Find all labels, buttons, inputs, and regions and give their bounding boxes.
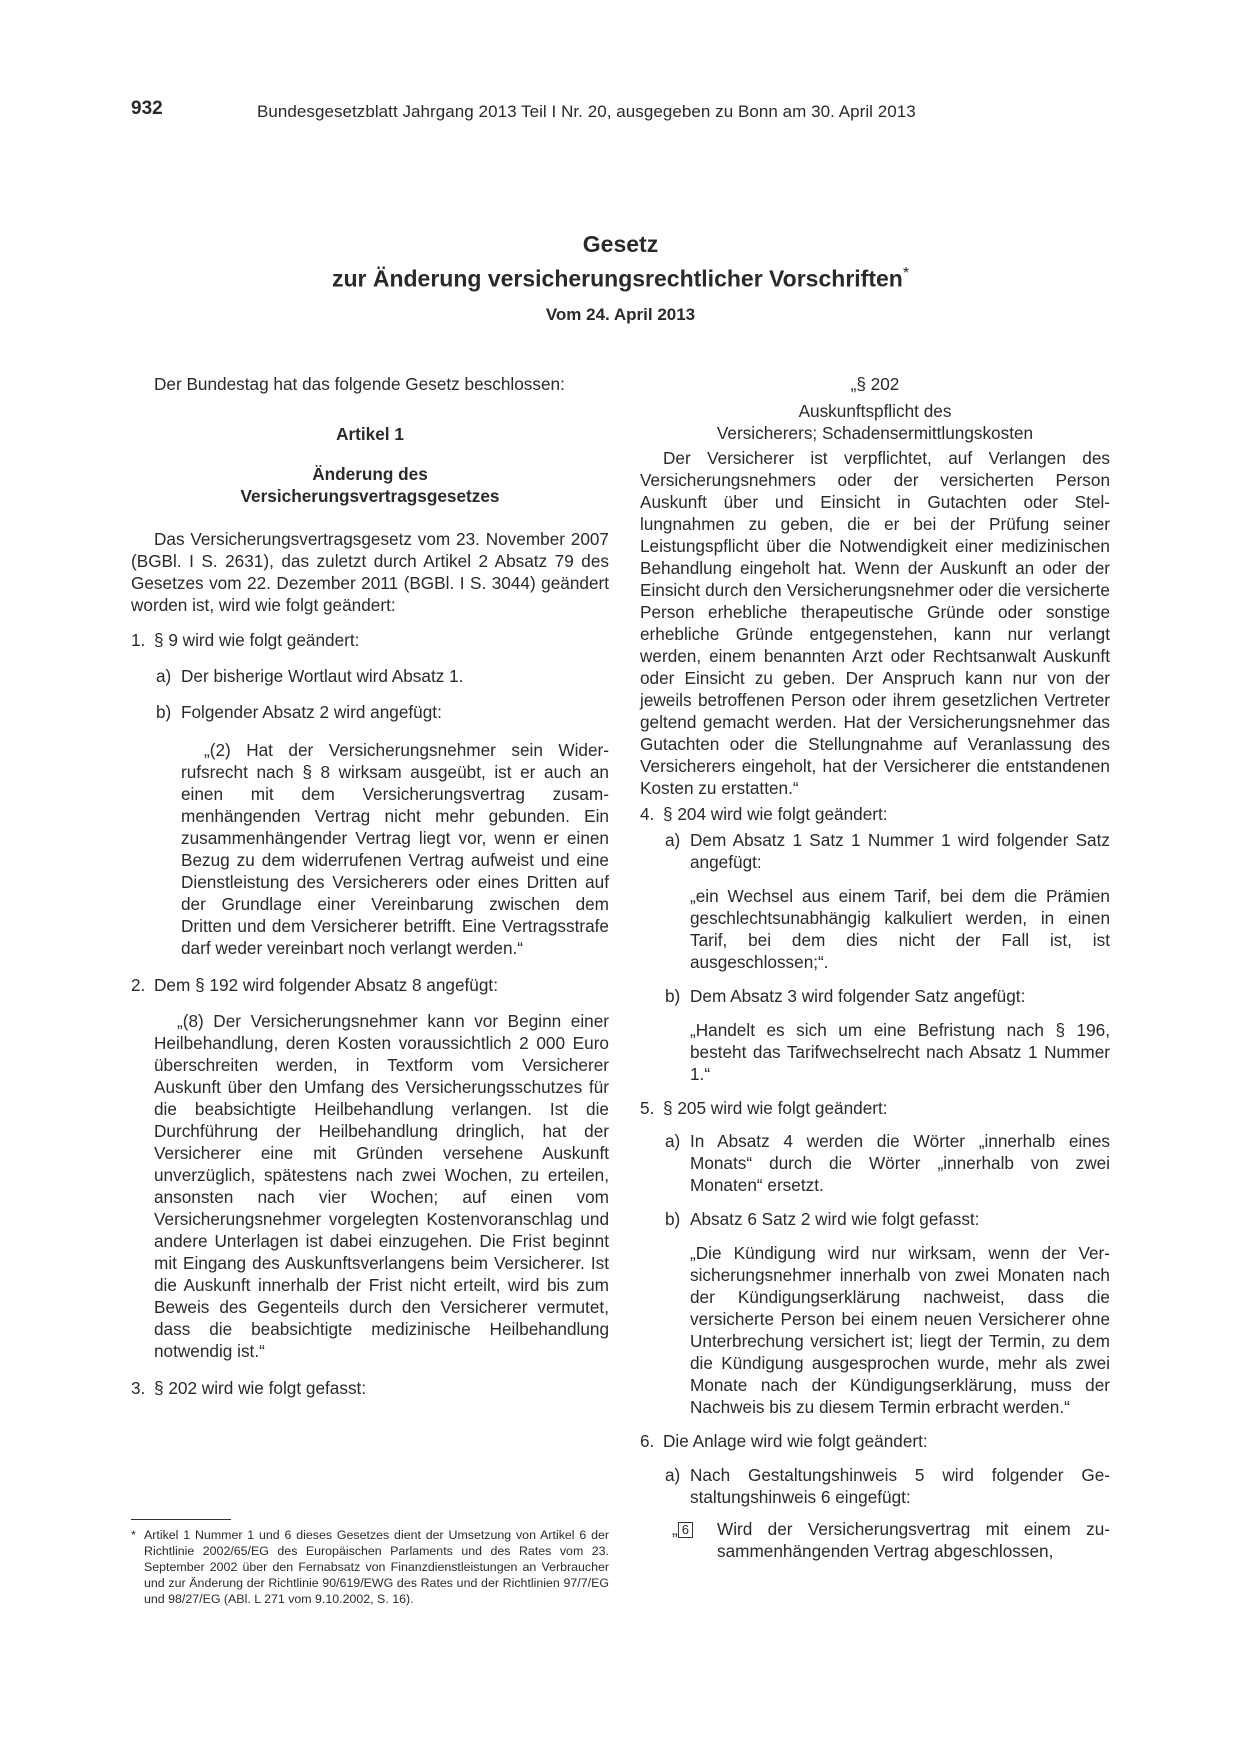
quote-absatz-2: „(2) Hat der Versicherungsnehmer sein Widerrufsrecht nach § 8 wirksam ausgeübt, ist er auch an einen mit dem Versicherungsvertrag zusammenhängenden Vertrag nicht mehr gebunden. Ein zusammenhängender Vertrag liegt vor, wenn er einen Bezug zu dem widerrufenen Vertrag aufweist und eine Dienstleistung des Versicherers oder eines Dritten auf der Grundlage einer Vereinbarung zwischen dem Dritten und dem Versicherer betrifft. Eine Vertragsstrafe darf weder vereinbart noch verlangt werden.“: [181, 740, 609, 958]
paragraph-number: „§ 202: [850, 374, 900, 394]
law-title: [0, 230, 1241, 294]
list-item-6a: [640, 1464, 1110, 1508]
list-item-6: [640, 1430, 1110, 1452]
list-marker: a): [665, 1465, 681, 1485]
title-line-2-text: zur Änderung versicherungsrechtlicher Vorschriften: [331, 265, 903, 292]
list-marker: a): [156, 666, 172, 686]
hint-number-box: 6: [678, 1522, 693, 1538]
list-marker: a): [665, 830, 681, 850]
list-text: Nach Gestaltungshinweis 5 wird folgender Gestaltungshinweis 6 eingefügt:: [690, 1465, 1110, 1507]
list-text: Folgender Absatz 2 wird angefügt:: [181, 702, 442, 722]
artikel-heading: Artikel 1: [336, 424, 404, 444]
hint-marker: [672, 1518, 693, 1540]
list-marker: 1.: [131, 630, 146, 650]
list-marker: 4.: [640, 804, 655, 824]
list-text: Absatz 6 Satz 2 wird wie folgt gefasst:: [690, 1209, 980, 1229]
list-item-2: [131, 974, 609, 996]
quote-4b: „Handelt es sich um eine Befristung nach § 196, besteht das Tarifwechselrecht nach Absatz 1 Nummer 1.“: [690, 1020, 1110, 1084]
law-date: Vom 24. April 2013: [545, 305, 696, 324]
artikel-title-1: Änderung des: [312, 464, 428, 484]
title-line-2: [0, 259, 1241, 294]
quote-absatz-8: „(8) Der Versicherungsnehmer kann vor Beginn einer Heilbehandlung, deren Kosten voraussichtlich 2 000 Euro überschreiten werden, in Textform vom Versicherer Auskunft über den Umfang des Versicherungsschutzes für die beabsichtigte Heilbehandlung verlangen. Ist die Durchführung der Heilbehandlung dringlich, hat der Versicherer eine mit Gründen versehene Auskunft unverzüglich, spätestens nach zwei Wochen, zu erteilen, ansonsten nach vier Wochen; auf einen vom Versicherungsnehmer vorgelegten Kostenvoranschlag und andere Unterlagen ist dabei einzugehen. Die Frist beginnt mit Eingang des Auskunftsverlangens beim Versicherer. Ist die Auskunft innerhalb der Frist nicht erteilt, wird bis zum Beweis des Gegenteils durch den Versicherer vermutet, dass die beabsichtigte medizinische Heilbehandlung notwendig ist.“: [154, 1011, 609, 1361]
list-item-4b: [640, 985, 1110, 1007]
footnote-rule: [131, 1519, 231, 1520]
list-marker: a): [665, 1131, 681, 1151]
list-item-4: [640, 803, 1110, 825]
list-item-1b: [131, 701, 609, 723]
list-marker: b): [156, 702, 172, 722]
list-item-4a: [640, 829, 1110, 873]
list-marker: 5.: [640, 1098, 655, 1118]
list-item-3: [131, 1377, 609, 1399]
intro-paragraph: Das Versicherungsvertragsgesetz vom 23. November 2007 (BGBl. I S. 2631), das zuletzt durch Artikel 2 Absatz 79 des Gesetzes vom 22. Dezember 2011 (BGBl. I S. 3044) geändert worden ist, wird wie folgt geändert:: [131, 529, 609, 615]
list-text: § 9 wird wie folgt geändert:: [154, 630, 360, 650]
list-text: Dem Absatz 1 Satz 1 Nummer 1 wird folgender Satz angefügt:: [690, 830, 1110, 872]
list-marker: 6.: [640, 1431, 655, 1451]
quote-6a: [672, 1518, 1110, 1562]
paragraph-title-2: Versicherers; Schadensermittlungskosten: [716, 423, 1034, 443]
list-text: In Absatz 4 werden die Wörter „innerhalb eines Monats“ durch die Wörter „innerhalb von zwei Monaten“ ersetzt.: [690, 1131, 1110, 1195]
list-item-5a: [640, 1130, 1110, 1196]
list-marker: 2.: [131, 975, 146, 995]
title-line-1: Gesetz: [582, 231, 659, 257]
list-item-1: [131, 629, 609, 651]
list-text: Dem § 192 wird folgender Absatz 8 angefügt:: [154, 975, 498, 995]
list-text: § 204 wird wie folgt geändert:: [663, 804, 888, 824]
list-item-1a: [131, 665, 609, 687]
left-column: [131, 373, 609, 1399]
page-number: 932: [131, 98, 163, 119]
list-item-5b: [640, 1208, 1110, 1230]
list-text: § 202 wird wie folgt gefasst:: [154, 1378, 367, 1398]
quote-5b: „Die Kündigung wird nur wirksam, wenn der Versicherungsnehmer innerhalb von zwei Monaten nach der Kündigungserklärung nachweist, dass die versicherte Person bei einem neuen Versicherer ohne Unterbrechung versichert ist; liegt der Termin, zu dem die Kündigung ausgesprochen wurde, mehr als zwei Monate nach der Kündigungserklärung, muss der Nachweis bis zu diesem Termin erbracht werden.“: [690, 1243, 1110, 1417]
paragraph-title-1: Auskunftspflicht des: [798, 401, 952, 421]
footnote: [131, 1527, 609, 1607]
list-text: Die Anlage wird wie folgt geändert:: [663, 1431, 928, 1451]
quote-4a: „ein Wechsel aus einem Tarif, bei dem die Prämien geschlechtsunabhängig kalkuliert werden, in einen Tarif, bei dem dies nicht der Fall ist, ist ausgeschlossen;“.: [690, 886, 1110, 972]
list-marker: 3.: [131, 1378, 146, 1398]
open-quote: „: [672, 1519, 678, 1539]
list-marker: b): [665, 1209, 681, 1229]
footnote-marker: *: [131, 1528, 136, 1542]
footnote-asterisk: *: [902, 265, 910, 282]
list-text: Dem Absatz 3 wird folgender Satz angefügt:: [690, 986, 1026, 1006]
hint-text: Wird der Versicherungsvertrag mit einem zusammenhängenden Vertrag abgeschlossen,: [717, 1519, 1110, 1561]
list-marker: b): [665, 986, 681, 1006]
paragraph-body: Der Versicherer ist verpflichtet, auf Verlangen des Versicherungsnehmers oder der versicherten Person Auskunft über und Einsicht in Gutachten oder Stellungnahmen zu geben, die er bei der Prüfung seiner Leistungspflicht über die Notwendigkeit einer medizinischen Behandlung eingeholt hat. Wenn der Auskunft an oder der Einsicht durch den Versicherungsnehmer oder die versicherte Person erhebliche therapeutische Gründe oder sonstige erhebliche Gründe entgegenstehen, kann nur verlangt werden, einem benannten Arzt oder Rechtsanwalt Auskunft oder Einsicht zu geben. Der Anspruch kann nur von der jeweils betroffenen Person oder ihrem gesetzlichen Vertreter geltend gemacht werden. Hat der Versicherungsnehmer das Gutachten oder die Stellungnahme auf Veranlassung des Versicherers eingeholt, hat der Versicherer die entstandenen Kosten zu erstatten.“: [640, 448, 1110, 798]
running-title: Bundesgesetzblatt Jahrgang 2013 Teil I Nr. 20, ausgegeben zu Bonn am 30. April 2013: [257, 102, 916, 121]
list-item-5: [640, 1097, 1110, 1119]
artikel-title-2: Versicherungsvertragsgesetzes: [240, 486, 500, 506]
footnote-text: Artikel 1 Nummer 1 und 6 dieses Gesetzes dient der Umsetzung von Artikel 6 der Richtlinie 2002/65/EG des Europäischen Parlaments und des Rates vom 23. September 2002 über den Fernabsatz von Finanzdienstleistungen an Verbraucher und zur Änderung der Richtlinie 90/619/EWG des Rates und der Richtlinien 97/7/EG und 98/27/EG (ABl. L 271 vom 9.10.2002, S. 16).: [144, 1528, 609, 1606]
list-text: § 205 wird wie folgt geändert:: [663, 1098, 888, 1118]
list-text: Der bisherige Wortlaut wird Absatz 1.: [181, 666, 464, 686]
preamble: Der Bundestag hat das folgende Gesetz beschlossen:: [154, 374, 565, 394]
right-column: [640, 373, 1110, 1562]
